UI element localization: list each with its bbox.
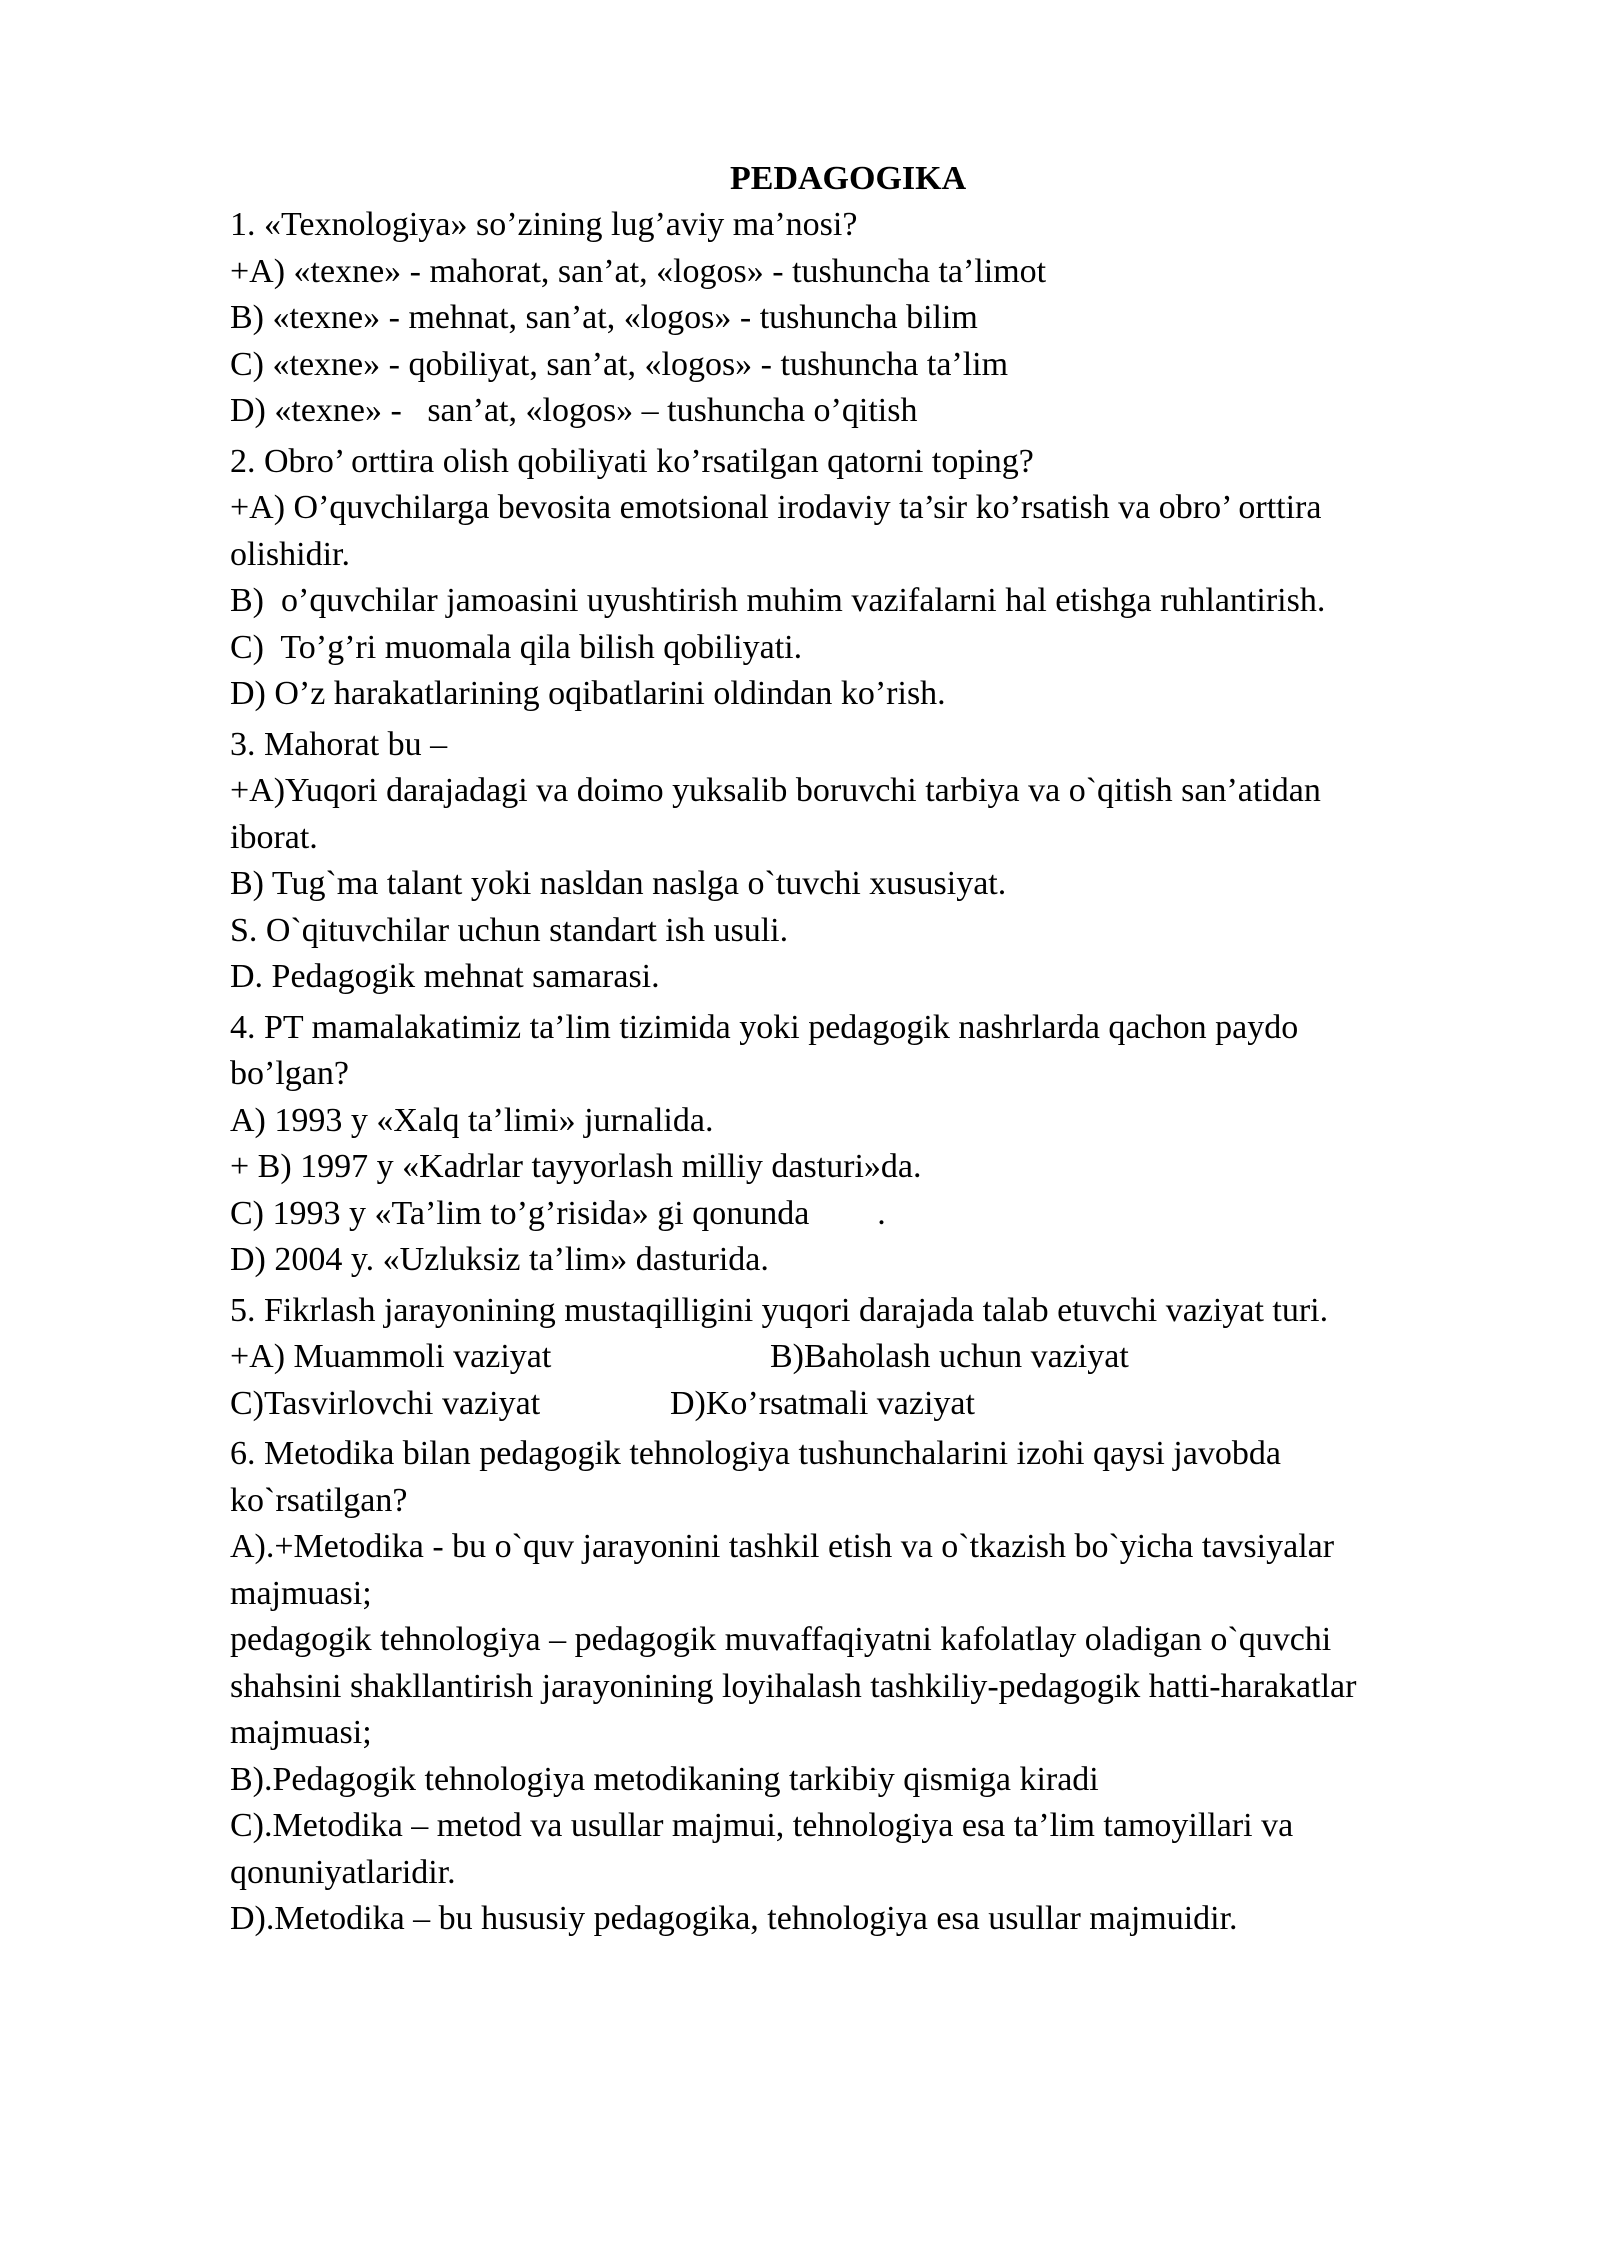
question-6-option-a-line-4: shahsini shakllantirish jarayonining loyihalash tashkiliy-pedagogik hatti-harakatlar xyxy=(230,1667,1357,1705)
question-6 xyxy=(230,1431,1530,1943)
question-2-option-a-line-1: +A) O’quvchilarga bevosita emotsional irodaviy ta’sir ko’rsatish va obro’ orttira xyxy=(230,489,1322,526)
question-2 xyxy=(230,439,1530,718)
question-4-text-line-1: 4. PT mamalakatimiz ta’lim tizimida yoki pedagogik nashrlarda qachon paydo xyxy=(230,1008,1299,1046)
question-3-option-c: S. O`qituvchilar uchun standart ish usuli. xyxy=(230,911,789,949)
question-4-option-a: A) 1993 y «Xalq ta’limi» jurnalida. xyxy=(230,1101,714,1139)
question-5-option-a: +A) Muammoli vaziyat xyxy=(230,1338,552,1375)
page-title: PEDAGOGIKA xyxy=(730,160,967,197)
question-1-option-d: D) «texne» - san’at, «logos» – tushuncha o’qitish xyxy=(230,392,918,429)
question-6-option-c-line-2: qonuniyatlaridir. xyxy=(230,1853,456,1891)
question-3-option-d: D. Pedagogik mehnat samarasi. xyxy=(230,958,660,995)
question-6-option-a-line-5: majmuasi; xyxy=(230,1714,372,1751)
question-1-option-c: C) «texne» - qobiliyat, san’at, «logos» - tushuncha ta’lim xyxy=(230,345,1009,383)
question-2-text: 2. Obro’ orttira olish qobiliyati ko’rsatilgan qatorni toping? xyxy=(230,442,1034,480)
question-6-text-line-1: 6. Metodika bilan pedagogik tehnologiya tushunchalarini izohi qaysi javobda xyxy=(230,1435,1281,1472)
question-5-option-c: C)Tasvirlovchi vaziyat xyxy=(230,1384,541,1422)
question-6-option-b: B).Pedagogik tehnologiya metodikaning tarkibiy qismiga kiradi xyxy=(230,1760,1099,1798)
question-3-text: 3. Mahorat bu – xyxy=(230,725,448,763)
question-6-option-a-line-1: A).+Metodika - bu o`quv jarayonini tashkil etish va o`tkazish bo`yicha tavsiyalar xyxy=(230,1528,1335,1565)
question-2-option-d: D) O’z harakatlarining oqibatlarini oldindan ko’rish. xyxy=(230,675,946,712)
question-3 xyxy=(230,722,1530,1001)
question-6-option-a-line-3: pedagogik tehnologiya – pedagogik muvaffaqiyatni kafolatlay oladigan o`quvchi xyxy=(230,1621,1332,1658)
question-4-text-line-2: bo’lgan? xyxy=(230,1055,349,1092)
question-6-text-line-2: ko`rsatilgan? xyxy=(230,1481,408,1519)
question-3-option-a-line-1: +A)Yuqori darajadagi va doimo yuksalib boruvchi tarbiya va o`qitish san’atidan xyxy=(230,772,1321,809)
question-4-option-c: C) 1993 y «Ta’lim to’g’risida» gi qonunda . xyxy=(230,1194,886,1232)
question-3-option-b: B) Tug`ma talant yoki nasldan naslga o`tuvchi xususiyat. xyxy=(230,865,1007,902)
question-5-options-row-2 xyxy=(230,1381,1530,1428)
question-4 xyxy=(230,1005,1530,1284)
question-4-option-d: D) 2004 y. «Uzluksiz ta’lim» dasturida. xyxy=(230,1241,769,1278)
question-6-option-c-line-1: C).Metodika – metod va usullar majmui, tehnologiya esa ta’lim tamoyillari va xyxy=(230,1807,1294,1844)
question-3-option-a-line-2: iborat. xyxy=(230,818,318,856)
question-2-option-c: C) To’g’ri muomala qila bilish qobiliyati. xyxy=(230,628,803,666)
question-1-option-b: B) «texne» - mehnat, san’at, «logos» - tushuncha bilim xyxy=(230,299,978,336)
question-5-text: 5. Fikrlash jarayonining mustaqilligini yuqori darajada talab etuvchi vaziyat turi. xyxy=(230,1291,1329,1329)
question-6-option-a-line-2: majmuasi; xyxy=(230,1574,372,1612)
question-2-option-b: B) o’quvchilar jamoasini uyushtirish muhim vazifalarni hal etishga ruhlantirish. xyxy=(230,582,1326,619)
question-1-text: 1. «Texnologiya» so’zining lug’aviy ma’nosi? xyxy=(230,206,858,243)
document-page xyxy=(230,156,1530,1943)
question-5-options-row-1 xyxy=(230,1334,1530,1381)
question-1 xyxy=(230,202,1530,435)
question-5-option-d: D)Ko’rsatmali vaziyat xyxy=(670,1384,975,1422)
question-5-option-b: B)Baholash uchun vaziyat xyxy=(770,1338,1129,1375)
question-6-option-d: D).Metodika – bu hususiy pedagogika, tehnologiya esa usullar majmuidir. xyxy=(230,1900,1238,1937)
question-2-option-a-line-2: olishidir. xyxy=(230,535,350,573)
question-4-option-b: + B) 1997 y «Kadrlar tayyorlash milliy dasturi»da. xyxy=(230,1148,922,1185)
question-1-option-a: +A) «texne» - mahorat, san’at, «logos» - tushuncha ta’limot xyxy=(230,252,1047,290)
question-5 xyxy=(230,1288,1530,1428)
